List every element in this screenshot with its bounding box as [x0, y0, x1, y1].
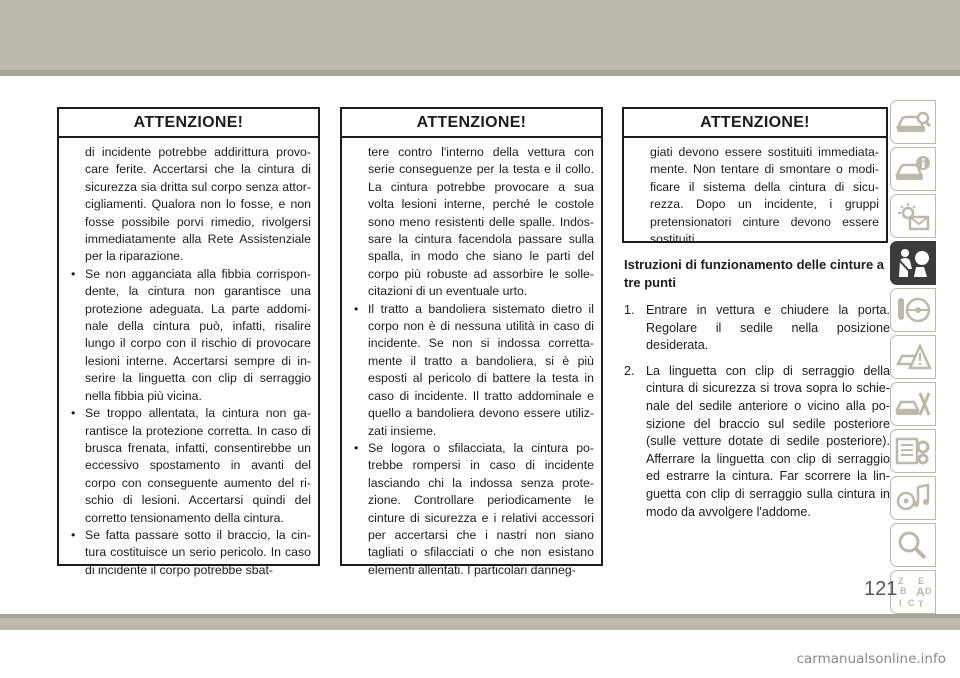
instruction-step: [624, 363, 890, 521]
warning-box-1: [57, 107, 320, 577]
watermark: carmanualsonline.info: [796, 651, 946, 667]
car-tools-icon: [894, 389, 932, 419]
tab-car-info[interactable]: [890, 147, 936, 191]
warning-title: ATTENZIONE!: [342, 109, 601, 138]
warning-paragraph: tere contro l'interno della vettura con serie conseguenze per la testa e il collo. La cintura potrebbe provocare a sua volta lesioni interne, perché le costole sono meno resistenti delle spalle. Indos-sare la cintura facendola passare sulla spalla, in modo che siano le parti del corpo più robuste ad assorbire le solle-citazioni di un eventuale urto.: [368, 145, 594, 299]
page-number: 121: [864, 578, 898, 600]
warning-box-2: [340, 107, 603, 577]
search-icon: [894, 530, 932, 560]
warning-triangle-icon: [894, 342, 932, 372]
step-text: La linguetta con clip di serraggio della cintura di sicurezza si trova sopra lo schie-nale del sedile anteriore o vicino alla po-sizione del braccio sul sedile posteriore (sulle vetture dotate di sedile posteriore). Afferrare la linguetta con clip di serraggio ed estrarre la cintura. Far scorrere la lin-guetta con clip di serraggio sulla cintura in modo da avvolgere l'addome.: [646, 363, 890, 519]
index-letter: Z: [898, 576, 904, 586]
tab-seatbelt-airbag[interactable]: [890, 241, 936, 285]
warning-paragraph: giati devono essere sostituiti immediata-mente. Non tentare di smontare o modi-ficare il sistema della cintura di sicu-rezza. Dopo un incidente, i gruppi pretensionatori cinture devono essere sostituiti.: [650, 145, 879, 247]
step-text: Entrare in vettura e chiudere la porta. Regolare il sedile nella posizione desiderata.: [646, 303, 890, 353]
warning-bullet: • Se fatta passare sotto il braccio, la cin-tura costituisce un serio pericolo. In caso di incidente il corpo potrebbe sbat-: [69, 527, 311, 579]
step-number: 1.: [624, 303, 635, 317]
warning-title: ATTENZIONE!: [59, 109, 318, 138]
tab-warning-triangle[interactable]: [890, 335, 936, 379]
key-steering-icon: [894, 295, 932, 325]
alphabetical-index-icon: [894, 575, 932, 609]
warning-box-3: [622, 107, 888, 247]
warning-bullet: • Se logora o sfilacciata, la cintura po-trebbe rompersi in caso di incidente lasciando chi la indossa senza prote-zione. Controllare periodicamente le cinture di sicurezza e i relativi accessori per accertarsi che i nastri non siano tagliati o sfilacciati o che non esistano elementi allentati. I particolari danneg-: [352, 440, 594, 579]
car-magnifier-icon: [894, 107, 932, 137]
instructions-section: [624, 244, 890, 529]
section-heading: Istruzioni di funzionamento delle cinture a tre punti: [624, 257, 885, 290]
index-letter: T: [918, 599, 924, 609]
car-info-icon: [894, 154, 932, 184]
index-letter: I: [899, 598, 902, 608]
instruction-step: [624, 302, 890, 355]
warning-bullet: • Se troppo allentata, la cintura non ga-rantisce la protezione corretta. In caso di brusca frenata, infatti, consentirebbe un eccessivo spostamento in avanti del corpo con conseguente aumento del ri-schio di lesioni. Accertarsi quindi del corretto tensionamento della cintura.: [69, 405, 311, 527]
step-number: 2.: [624, 363, 635, 378]
tab-dashboard-lights[interactable]: [890, 194, 936, 238]
checklist-gears-icon: [894, 436, 932, 466]
chapter-tabs: [890, 100, 940, 617]
warning-bullet: • Se non agganciata alla fibbia corrispon-dente, la cintura non garantisce una protezione adeguata. La parte addomi-nale della cintura può, infatti, risalire lungo il corpo con il rischio di provocare lesioni interne. Accertarsi sempre di in-serire la linguetta con clip di serraggio nella fibbia più vicina.: [69, 266, 311, 405]
warning-paragraph: di incidente potrebbe addirittura provo-care ferite. Accertarsi che la cintura di sicurezza sia dritta sul corpo senza attor-cigliamenti. Qualora non lo fosse, e non fosse possibile porvi rimedio, rivolgersi immediatamente alla Rete Assistenziale per la riparazione.: [85, 145, 311, 264]
index-letter: A: [916, 585, 925, 599]
warning-bullet: • Il tratto a bandoliera sistemato dietro il corpo non è di nessuna utilità in caso di incidente. Se non si indossa corretta-mente il tratto a bandoliera, si è più esposti al pericolo di battere la testa in caso di incidente. Il tratto addominale e quello a bandoliera devono essere utiliz-zati insieme.: [352, 301, 594, 440]
tab-car-magnifier[interactable]: [890, 100, 936, 144]
multimedia-icon: [894, 483, 932, 513]
tab-checklist-gears[interactable]: [890, 429, 936, 473]
tab-multimedia[interactable]: [890, 476, 936, 520]
index-letter: B: [900, 586, 907, 596]
tab-car-tools[interactable]: [890, 382, 936, 426]
dashboard-lights-icon: [894, 201, 932, 231]
index-letter: E: [918, 576, 925, 586]
bottom-band: [0, 614, 960, 630]
index-letter: D: [925, 586, 932, 596]
tab-search[interactable]: [890, 523, 936, 567]
warning-title: ATTENZIONE!: [624, 109, 886, 138]
seatbelt-airbag-icon: [894, 247, 932, 279]
tab-key-steering[interactable]: [890, 288, 936, 332]
top-band: [0, 0, 960, 76]
index-letter: C: [908, 598, 915, 608]
